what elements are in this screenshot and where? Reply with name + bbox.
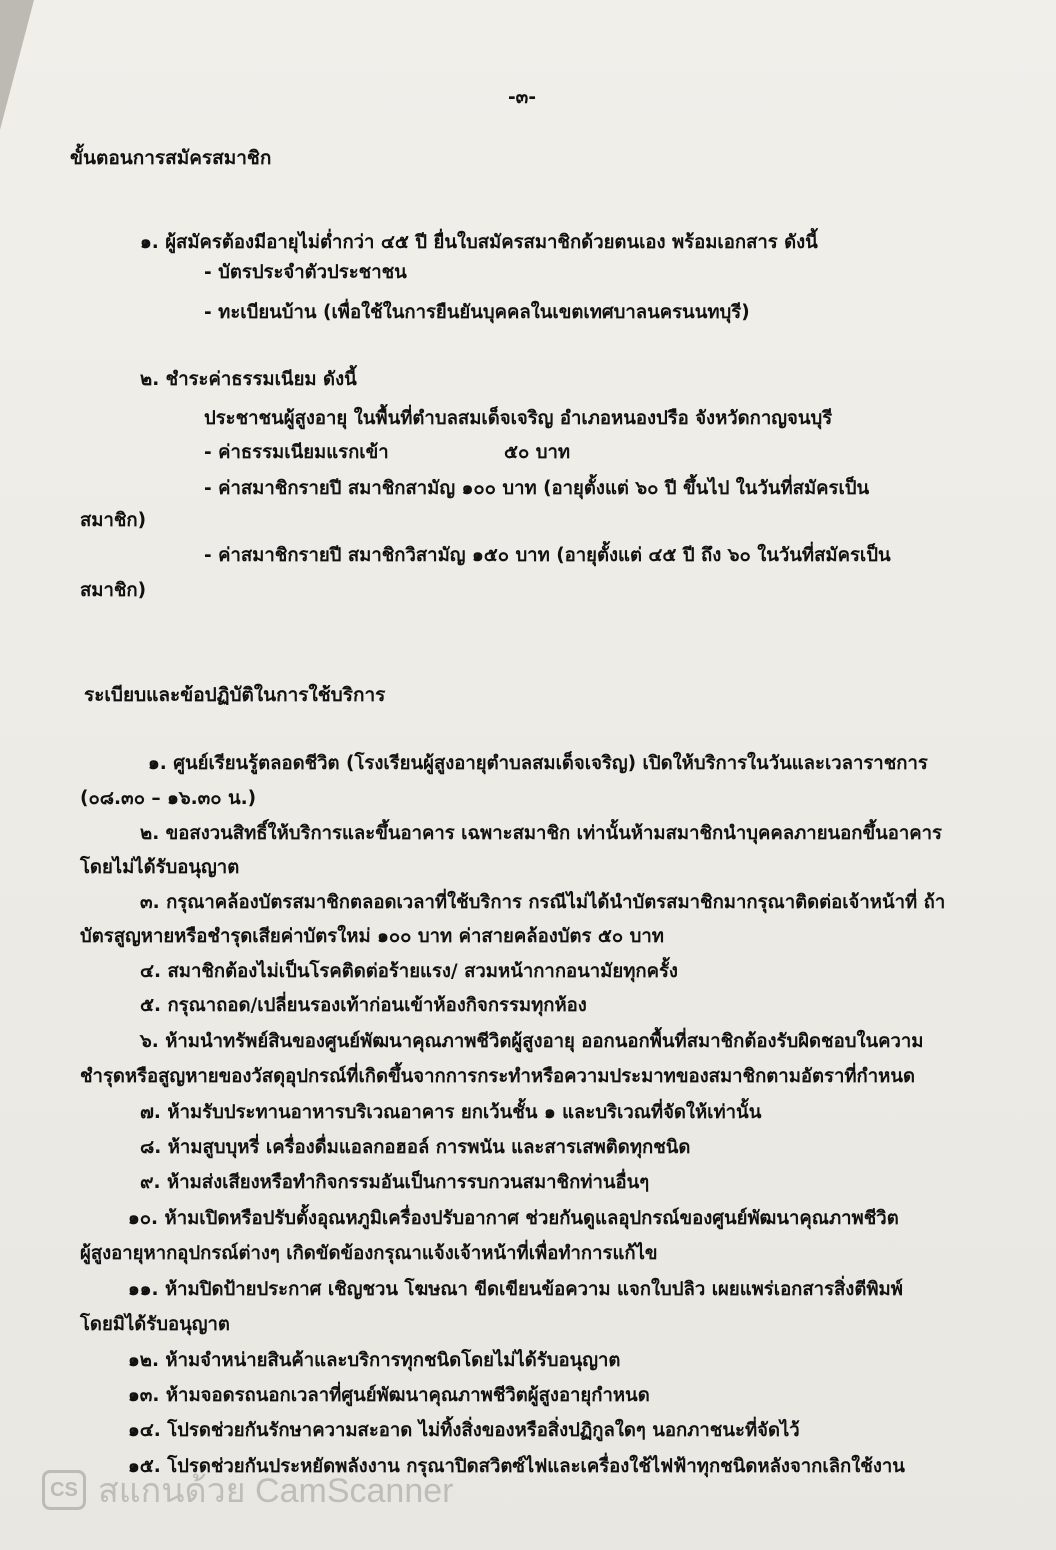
rule-line: ๑๕. โปรดช่วยกันประหยัดพลังงาน กรุณาปิดสวิตซ์ไฟและเครื่องใช้ไฟฟ้าทุกชนิดหลังจากเลิกใช้งาน [128,1456,905,1477]
camscanner-watermark [42,1468,453,1512]
rule-line: ๑๔. โปรดช่วยกันรักษาความสะอาด ไม่ทิ้งสิ่งของหรือสิ่งปฏิกูลใดๆ นอกภาชนะที่จัดไว้ [128,1420,800,1441]
fee-regular-member: - ค่าสมาชิกรายปี สมาชิกสามัญ ๑๐๐ บาท (อายุตั้งแต่ ๖๐ ปี ขึ้นไป ในวันที่สมัครเป็น [204,478,870,499]
section-title-membership: ขั้นตอนการสมัครสมาชิก [70,147,272,169]
fee-entry-amount: ๕๐ บาท [504,442,571,463]
fee-associate-member-cont: สมาชิก) [80,580,147,601]
camscanner-logo-icon: CS [42,1470,86,1510]
rule-line: ๑๒. ห้ามจำหน่ายสินค้าและบริการทุกชนิดโดยไม่ได้รับอนุญาต [128,1350,621,1371]
rule-line: ๙. ห้ามส่งเสียงหรือทำกิจกรรมอันเป็นการรบกวนสมาชิกท่านอื่นๆ [140,1172,650,1193]
camscanner-watermark-text: สแกนด้วย CamScanner [98,1472,454,1510]
rule-line: ๑๐. ห้ามเปิดหรือปรับตั้งอุณหภูมิเครื่องปรับอากาศ ช่วยกันดูแลอุปกรณ์ของศูนย์พัฒนาคุณภาพชีวิต [128,1208,899,1229]
rule-line: ๘. ห้ามสูบบุหรี่ เครื่องดื่มแอลกอฮอล์ การพนัน และสารเสพติดทุกชนิด [140,1137,691,1158]
rule-line: ๔. สมาชิกต้องไม่เป็นโรคติดต่อร้ายแรง/ สวมหน้ากากอนามัยทุกครั้ง [140,961,678,982]
page-corner-shadow [0,0,34,130]
rule-line: ๒. ขอสงวนสิทธิ์ให้บริการและขึ้นอาคาร เฉพาะสมาชิก เท่านั้นห้ามสมาชิกนำบุคคลภายนอกขึ้นอาคาร [140,823,942,844]
membership-step-1: ๑. ผู้สมัครต้องมีอายุไม่ต่ำกว่า ๔๕ ปี ยื่นใบสมัครสมาชิกด้วยตนเอง พร้อมเอกสาร ดังนี้ [140,232,818,253]
section-title-rules: ระเบียบและข้อปฏิบัติในการใช้บริการ [84,684,386,706]
rule-line: บัตรสูญหายหรือชำรุดเสียค่าบัตรใหม่ ๑๐๐ บาท ค่าสายคล้องบัตร ๕๐ บาท [80,926,664,947]
required-doc-id-card: - บัตรประจำตัวประชาชน [204,262,407,283]
fee-regular-member-cont: สมาชิก) [80,510,147,531]
rule-line: โดยไม่ได้รับอนุญาต [80,857,240,878]
rule-line: ๕. กรุณาถอด/เปลี่ยนรองเท้าก่อนเข้าห้องกิจกรรมทุกห้อง [140,995,587,1016]
rule-line: โดยมิได้รับอนุญาต [80,1314,230,1335]
rule-line: ๑๓. ห้ามจอดรถนอกเวลาที่ศูนย์พัฒนาคุณภาพชีวิตผู้สูงอายุกำหนด [128,1385,650,1406]
fee-associate-member: - ค่าสมาชิกรายปี สมาชิกวิสามัญ ๑๕๐ บาท (อายุตั้งแต่ ๔๕ ปี ถึง ๖๐ ในวันที่สมัครเป็น [204,545,891,566]
rule-line: ๗. ห้ามรับประทานอาหารบริเวณอาคาร ยกเว้นชั้น ๑ และบริเวณที่จัดให้เท่านั้น [140,1102,762,1123]
rule-line: ๑. ศูนย์เรียนรู้ตลอดชีวิต (โรงเรียนผู้สูงอายุตำบลสมเด็จเจริญ) เปิดให้บริการในวันและเวลาราชการ [148,753,928,774]
membership-step-2: ๒. ชำระค่าธรรมเนียม ดังนี้ [140,369,357,390]
rule-line: (๐๘.๓๐ – ๑๖.๓๐ น.) [80,788,257,809]
fee-intro: ประชาชนผู้สูงอายุ ในพื้นที่ตำบลสมเด็จเจริญ อำเภอหนองปรือ จังหวัดกาญจนบุรี [204,408,833,429]
rule-line: ๑๑. ห้ามปิดป้ายประกาศ เชิญชวน โฆษณา ขีดเขียนข้อความ แจกใบปลิว เผยแพร่เอกสารสิ่งตีพิมพ์ [128,1279,903,1300]
required-doc-house-registration: - ทะเบียนบ้าน (เพื่อใช้ในการยืนยันบุคคลในเขตเทศบาลนครนนทบุรี) [204,302,750,323]
rule-line: ชำรุดหรือสูญหายของวัสดุอุปกรณ์ที่เกิดขึ้นจากการกระทำหรือความประมาทของสมาชิกตามอัตราที่กำหนด [80,1066,915,1087]
fee-entry-label: - ค่าธรรมเนียมแรกเข้า [204,442,389,463]
rule-line: ๖. ห้ามนำทรัพย์สินของศูนย์พัฒนาคุณภาพชีวิตผู้สูงอายุ ออกนอกพื้นที่สมาชิกต้องรับผิดชอบในความ [140,1031,924,1052]
rule-line: ผู้สูงอายุหากอุปกรณ์ต่างๆ เกิดขัดข้องกรุณาแจ้งเจ้าหน้าที่เพื่อทำการแก้ไข [80,1243,658,1264]
rule-line: ๓. กรุณาคล้องบัตรสมาชิกตลอดเวลาที่ใช้บริการ กรณีไม่ได้นำบัตรสมาชิกมากรุณาติดต่อเจ้าหน้าที่ ถ้า [140,892,946,913]
page-number: -๓- [508,87,537,108]
